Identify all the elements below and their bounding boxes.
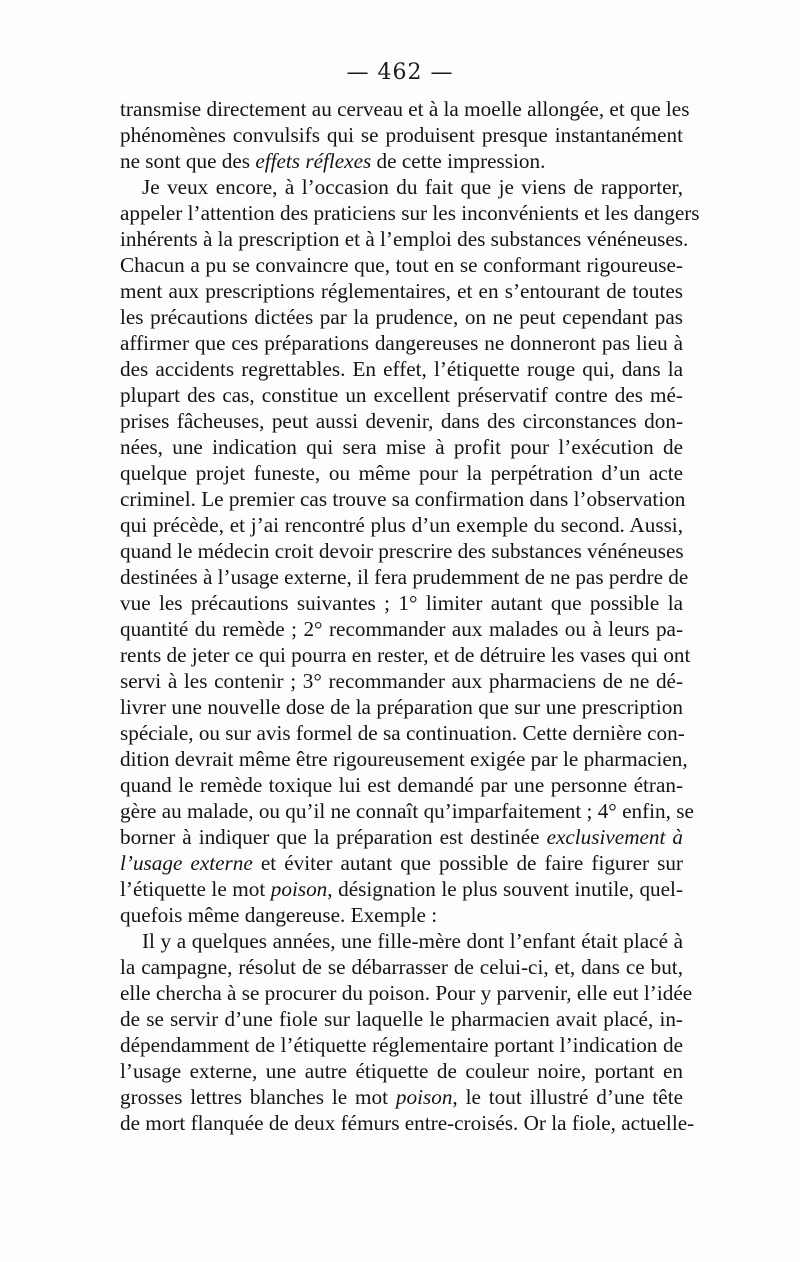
text-run: prises fâcheuses, peut aussi devenir, dans des circonstances don-: [120, 409, 683, 433]
text-line: [120, 148, 683, 174]
text-line: [120, 512, 683, 538]
text-run: criminel. Le premier cas trouve sa confirmation dans l’observation: [120, 487, 686, 511]
text-line: [120, 1032, 683, 1058]
text-run: quand le médecin croit devoir prescrire des substances vénéneuses: [120, 539, 684, 563]
text-line: [120, 200, 700, 226]
text-line: [120, 226, 689, 252]
text-line: [120, 668, 683, 694]
text-run: livrer une nouvelle dose de la préparation que sur une prescription: [120, 695, 683, 719]
text-line: [120, 798, 694, 824]
text-line: [120, 1084, 683, 1110]
text-line: [120, 642, 691, 668]
text-run: borner à indiquer que la préparation est destinée: [120, 825, 547, 849]
page-body-text: [120, 96, 700, 1136]
text-line: [120, 356, 683, 382]
text-run: rents de jeter ce qui pourra en rester, et de détruire les vases qui ont: [120, 643, 691, 667]
text-line: [120, 876, 683, 902]
text-line: [120, 616, 683, 642]
text-line: [120, 1058, 683, 1084]
text-run: nées, une indication qui sera mise à profit pour l’exécution de: [120, 435, 683, 459]
text-run: elle chercha à se procurer du poison. Pour y parvenir, elle eut l’idée: [120, 981, 693, 1005]
text-line: [120, 486, 686, 512]
text-run: quefois même dangereuse. Exemple :: [120, 903, 438, 927]
text-run: plupart des cas, constitue un excellent préservatif contre des mé-: [120, 383, 683, 407]
text-run: Chacun a pu se convaincre que, tout en se conformant rigoureuse-: [120, 253, 683, 277]
text-run: qui précède, et j’ai rencontré plus d’un exemple du second. Aussi,: [120, 513, 683, 537]
text-line: [120, 304, 683, 330]
text-line: [120, 564, 689, 590]
text-run: l’usage externe, une autre étiquette de couleur noire, portant en: [120, 1059, 683, 1083]
text-line: [120, 434, 683, 460]
text-run: servi à les contenir ; 3° recommander aux pharmaciens de ne dé-: [120, 669, 683, 693]
italic-run: l’usage externe: [120, 851, 253, 875]
text-line: [120, 694, 683, 720]
text-run: grosses lettres blanches le mot: [120, 1085, 396, 1109]
text-run: des accidents regrettables. En effet, l’étiquette rouge qui, dans la: [120, 357, 683, 381]
text-run: quantité du remède ; 2° recommander aux malades ou à leurs pa-: [120, 617, 683, 641]
text-line: [120, 278, 683, 304]
text-line: [120, 460, 683, 486]
italic-run: poison: [395, 1085, 453, 1109]
italic-run: effets réflexes: [255, 149, 372, 173]
text-line: [120, 538, 683, 564]
text-line: [120, 330, 683, 356]
text-run: inhérents à la prescription et à l’emploi des substances vénéneuses.: [120, 227, 689, 251]
text-run: , désignation le plus souvent inutile, quel-: [327, 877, 683, 901]
text-run: affirmer que ces préparations dangereuses ne donneront pas lieu à: [120, 331, 683, 355]
text-line: [120, 772, 683, 798]
text-run: de se servir d’une fiole sur laquelle le pharmacien avait placé, in-: [120, 1007, 683, 1031]
text-line: [120, 590, 683, 616]
text-run: appeler l’attention des praticiens sur les inconvénients et les dangers: [120, 201, 700, 225]
text-run: dépendamment de l’étiquette réglementaire portant l’indication de: [120, 1033, 683, 1057]
text-run: dition devrait même être rigoureusement exigée par le pharmacien,: [120, 747, 688, 771]
text-run: Il y a quelques années, une fille-mère dont l’enfant était placé à: [142, 929, 683, 953]
text-line: [120, 1110, 695, 1136]
text-run: vue les précautions suivantes ; 1° limiter autant que possible la: [120, 591, 683, 615]
text-run: quelque projet funeste, ou même pour la perpétration d’un acte: [120, 461, 683, 485]
text-line: [120, 746, 688, 772]
page-number-header: — 462 —: [346, 60, 454, 85]
text-line: [120, 980, 693, 1006]
text-line: [120, 1006, 683, 1032]
text-run: ne sont que des: [120, 149, 256, 173]
text-run: gère au malade, ou qu’il ne connaît qu’imparfaitement ; 4° enfin, se: [120, 799, 694, 823]
text-line: [120, 96, 690, 122]
text-line: [120, 382, 683, 408]
text-run: spéciale, ou sur avis formel de sa continuation. Cette dernière con-: [120, 721, 685, 745]
text-line: [120, 252, 683, 278]
text-run: l’étiquette le mot: [120, 877, 271, 901]
text-run: transmise directement au cerveau et à la moelle allongée, et que les: [120, 97, 690, 121]
text-line: [120, 720, 683, 746]
text-run: quand le remède toxique lui est demandé par une personne étran-: [120, 773, 683, 797]
text-run: destinées à l’usage externe, il fera prudemment de ne pas perdre de: [120, 565, 689, 589]
text-line: [120, 122, 683, 148]
text-run: Je veux encore, à l’occasion du fait que je viens de rapporter,: [142, 175, 683, 199]
text-line: [120, 174, 683, 200]
text-line: [120, 824, 683, 850]
text-line: [120, 850, 683, 876]
text-run: les précautions dictées par la prudence, on ne peut cependant pas: [120, 305, 683, 329]
text-run: , le tout illustré d’une tête: [452, 1085, 684, 1109]
text-run: phénomènes convulsifs qui se produisent presque instantanément: [120, 123, 683, 147]
text-run: la campagne, résolut de se débarrasser de celui-ci, et, dans ce but,: [120, 955, 683, 979]
text-line: [120, 902, 683, 928]
text-run: et éviter autant que possible de faire figurer sur: [252, 851, 683, 875]
text-line: [120, 928, 683, 954]
italic-run: poison: [270, 877, 328, 901]
text-run: de cette impression.: [371, 149, 546, 173]
text-line: [120, 408, 683, 434]
text-line: [120, 954, 683, 980]
italic-run: exclusivement à: [546, 825, 683, 849]
text-run: de mort flanquée de deux fémurs entre-croisés. Or la fiole, actuelle-: [120, 1111, 695, 1135]
text-run: ment aux prescriptions réglementaires, et en s’entourant de toutes: [120, 279, 683, 303]
